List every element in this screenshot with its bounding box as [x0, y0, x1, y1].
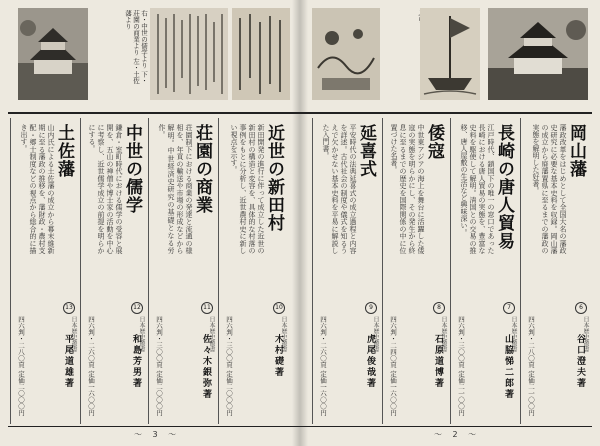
entry-meta [153, 302, 215, 424]
entry-meta [455, 302, 517, 424]
entry-engishiki [312, 118, 383, 424]
manuscript-photo-2 [232, 8, 290, 100]
entry-title: 荘園の商業 [192, 124, 212, 214]
entry-series: 日本歴史叢書 [510, 316, 517, 352]
page-gutter [292, 0, 308, 446]
entry-series: 日本歴史叢書 [70, 316, 77, 352]
entry-number: 9 [365, 302, 377, 314]
entry-specs: 四六判・二六〇頁 定価一六〇〇円 [319, 316, 327, 416]
entry-number: 7 [503, 302, 515, 314]
entry-title: 近世の新田村 [264, 124, 284, 232]
header-rule [8, 112, 592, 114]
entry-wako [382, 118, 451, 424]
entry-description: 鎌倉・室町時代における儒学の受容と展開を、五山の禅僧や博士家の活動を中心に考察し、近世儒学成立の前提を明らかにする。 [88, 124, 123, 254]
entry-description: 平安時代の法典延喜式の成立過程と内容を詳述。古代社会の制度や儀式を知るうえで欠かせない基本史料を平易に解説した入門書。 [322, 124, 357, 254]
entry-number: 12 [131, 302, 143, 314]
entry-title: 岡山藩 [566, 124, 586, 178]
entry-description: 山内氏による土佐藩の成立から幕末維新期に至る藩政の推移を、藩財政・農村支配・郷士制度などの視点から総合的に描き出す。 [20, 124, 55, 254]
right-page-number: 〜 2 〜 [434, 430, 481, 439]
entry-title: 中世の儒学 [122, 124, 142, 214]
entry-meta [525, 302, 589, 424]
scroll-painting-photo [312, 8, 380, 100]
entry-meta [15, 302, 77, 424]
entry-author: 谷口澄夫著 [575, 334, 585, 389]
entry-description: 新田開発の進行に伴って成立した近世の新田村の構造と変容を、具体的な村落の事例をもとに分析し、近世農村史に新しい視点を示す。 [230, 124, 265, 254]
entry-author: 和島芳男著 [131, 334, 141, 389]
entry-nagasaki [450, 118, 521, 424]
entry-title: 延喜式 [356, 124, 376, 178]
entry-author: 山脇悌二郎著 [503, 334, 513, 400]
entry-meta [85, 302, 145, 424]
entry-title: 長崎の唐人貿易 [494, 124, 514, 250]
ship-scroll-photo [420, 8, 480, 100]
entry-series: 日本歴史叢書 [208, 316, 215, 352]
left-page-number: 〜 3 〜 [134, 430, 181, 439]
entry-title: 土佐藩 [54, 124, 74, 178]
entry-author: 佐々木銀弥著 [201, 334, 211, 400]
entry-series: 日本歴史叢書 [280, 316, 287, 352]
entry-specs: 四六判・三〇〇頁 定価二〇〇〇円 [155, 316, 163, 416]
entry-specs: 四六判・二四〇頁 定価一六〇〇円 [389, 316, 397, 416]
entry-series: 日本歴史叢書 [440, 316, 447, 352]
entry-series: 日本歴史叢書 [138, 316, 145, 352]
manuscript-photo-1 [150, 8, 228, 100]
okayama-castle-photo [488, 8, 588, 100]
entry-number: 11 [201, 302, 213, 314]
entry-specs: 四六判・二八〇頁 定価二〇〇〇円 [17, 316, 25, 416]
entry-specs: 四六判・二六〇頁 定価一六〇〇円 [87, 316, 95, 416]
entry-description: 江戸時代、鎖国下の唯一の窓口であった長崎における唐人貿易の実態を、豊富な史料を駆使して解明。清国との交易の推移、唐人屋敷の生活など興味深い。 [460, 124, 495, 254]
entry-description: 藩政改革をはじめとして全国大名の藩政史研究に必要な基本史料を収録。岡山藩の成立から廃藩置県に至るまでの藩政の実態を解明した好著。 [532, 124, 567, 254]
entry-author: 虎尾俊哉著 [365, 334, 375, 389]
entry-number: 6 [575, 302, 587, 314]
entry-specs: 四六判・三〇〇頁 定価二〇〇〇円 [225, 316, 233, 416]
entry-number: 8 [433, 302, 445, 314]
entry-specs: 四六判・三〇〇頁 定価二一〇〇円 [457, 316, 465, 416]
entry-title: 倭寇 [424, 124, 444, 160]
entry-author: 石原道博著 [433, 334, 443, 389]
entry-description: 中世東アジアの海上を舞台に活躍した倭寇の実態を明らかにし、その発生から終息に至るまでの歴史を国際関係の中に位置づけた名著。 [390, 124, 425, 254]
entry-meta [387, 302, 447, 424]
castle-photo [18, 8, 88, 100]
entry-meta [317, 302, 379, 424]
entry-author: 木村礎著 [273, 334, 283, 378]
entry-shoen [148, 118, 219, 424]
entry-jugaku [80, 118, 149, 424]
entry-meta [223, 302, 287, 424]
entry-description: 荘園制下における商業の発達と流通の様相を、年貢の輸送や市場の形成などから解明。中世経済史研究の基礎となる労作。 [158, 124, 193, 254]
entry-author: 平尾道雄著 [63, 334, 73, 389]
entry-number: 10 [273, 302, 285, 314]
left-photo-caption: 右・中世の儒学より 下・荘園の商業より 左・土佐藩より [124, 10, 148, 84]
entry-series: 日本歴史叢書 [372, 316, 379, 352]
entry-okayama [520, 118, 593, 424]
footer-rule [8, 426, 592, 427]
entry-series: 日本歴史叢書 [582, 316, 589, 352]
entry-specs: 四六判・二八〇頁 定価二一〇〇円 [527, 316, 535, 416]
entry-tosa [10, 118, 81, 424]
entry-shinden [218, 118, 291, 424]
entry-number: 13 [63, 302, 75, 314]
